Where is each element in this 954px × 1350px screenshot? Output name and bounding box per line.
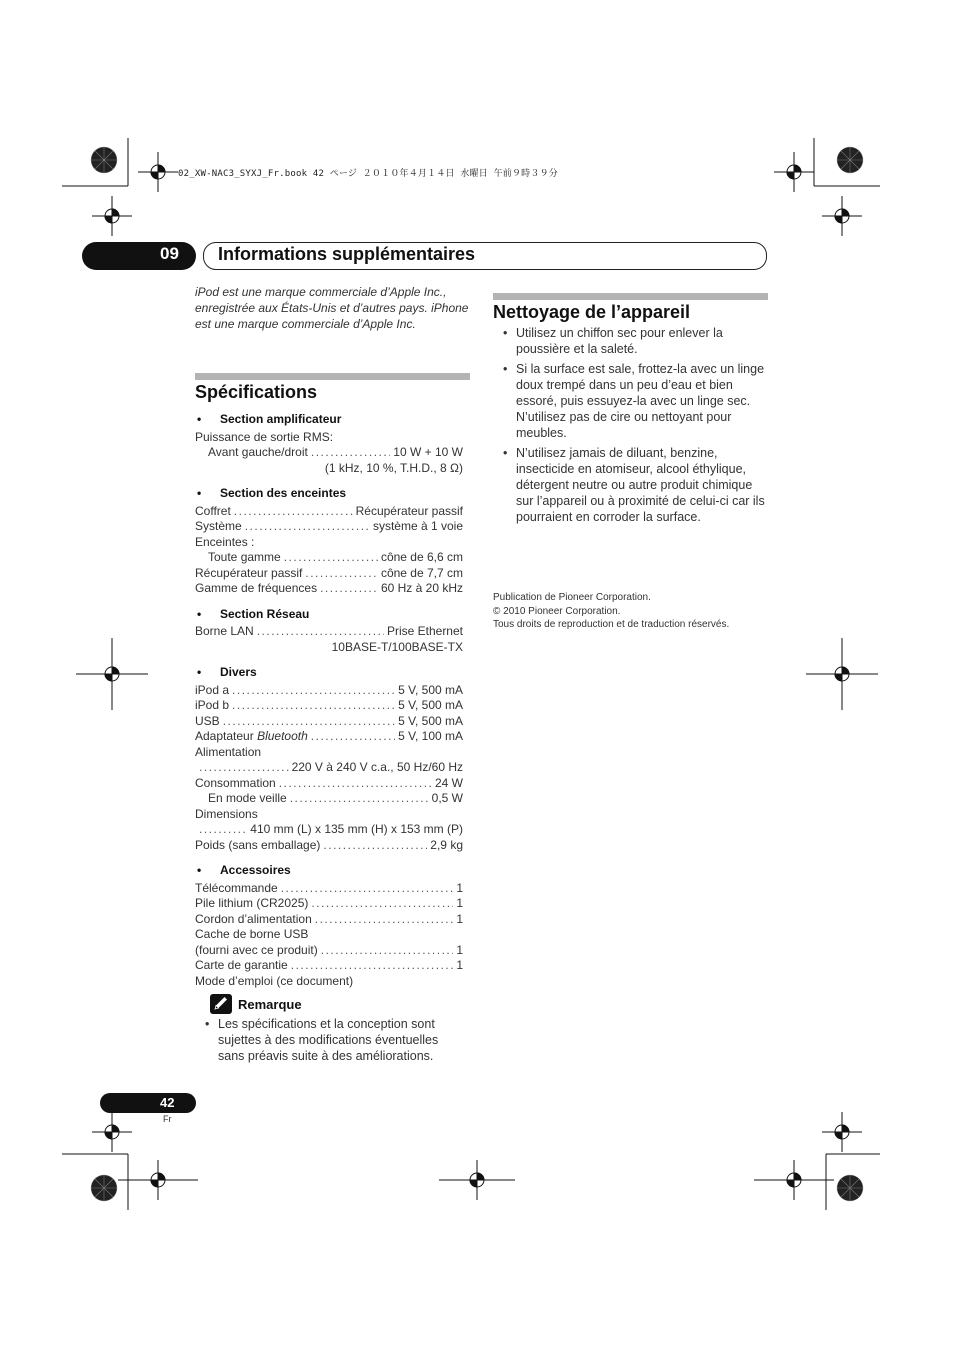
spec-row: Poids (sans emballage) ..... 2,9 kg bbox=[195, 838, 463, 854]
spec-row: Consommation ..... 24 W bbox=[195, 776, 463, 792]
note-pencil-icon bbox=[210, 994, 232, 1014]
spec-row: Borne LAN ..... Prise Ethernet bbox=[195, 624, 463, 640]
specs-heading-speakers: • Section des enceintes bbox=[197, 486, 347, 500]
cleaning-list bbox=[503, 325, 769, 529]
spec-row: USB ..... 5 V, 500 mA bbox=[195, 714, 463, 730]
spec-row: iPod b ..... 5 V, 500 mA bbox=[195, 698, 463, 714]
spec-row: En mode veille ..... 0,5 W bbox=[195, 791, 463, 807]
specs-heading-accessories: • Accessoires bbox=[197, 863, 291, 877]
spec-label: Cache de borne USB bbox=[195, 927, 309, 941]
spec-row: Toute gamme ..... cône de 6,6 cm bbox=[195, 550, 463, 566]
section-rule-specs bbox=[195, 373, 470, 380]
chapter-number: 09 bbox=[160, 244, 179, 263]
spec-row: Adaptateur Bluetooth ..... 5 V, 100 mA bbox=[195, 729, 463, 745]
spec-label: Puissance de sortie RMS: bbox=[195, 429, 334, 444]
page-language: Fr bbox=[163, 1114, 172, 1124]
note-list bbox=[205, 1016, 467, 1064]
spec-row: Télécommande ..... 1 bbox=[195, 881, 463, 897]
spec-row: ..... 410 mm (L) x 135 mm (H) x 153 mm (P) bbox=[195, 822, 463, 838]
spec-row: Cordon d’alimentation ..... 1 bbox=[195, 912, 463, 928]
spec-row: ..... 220 V à 240 V c.a., 50 Hz/60 Hz bbox=[195, 760, 463, 776]
spec-row: Gamme de fréquences ..... 60 Hz à 20 kHz bbox=[195, 581, 463, 597]
cleaning-title: Nettoyage de l’appareil bbox=[493, 302, 691, 322]
specs-heading-amp: • Section amplificateur bbox=[197, 412, 342, 426]
list-item: • N’utilisez jamais de diluant, benzine, insecticide en atomiseur, alcool éthylique, détergent neutre ou autre produit chimique sur l’appareil ou à proximité de celui-ci car ils pourraient en corroder la surface. bbox=[503, 446, 765, 524]
list-item: • Si la surface est sale, frottez-la avec un linge doux trempé dans un peu d’eau et bien essoré, puis essuyez-la avec un linge sec. N’utilisez pas de cire ou nettoyant pour meubles. bbox=[503, 362, 765, 440]
spec-condition: (1 kHz, 10 %, T.H.D., 8 Ω) bbox=[324, 460, 463, 475]
spec-value-cont: 10BASE-T/100BASE-TX bbox=[331, 639, 463, 654]
trademark-notice: iPod est une marque commerciale d’Apple Inc., enregistrée aux États-Unis et d’autres pays. iPhone est une marque commerciale d’Apple Inc. bbox=[195, 285, 469, 331]
spec-row: iPod a ..... 5 V, 500 mA bbox=[195, 683, 463, 699]
print-header: 02_XW-NAC3_SYXJ_Fr.book 42 ページ ２０１０年４月１４日 水曜日 午前９時３９分 bbox=[178, 169, 558, 179]
spec-row: (fourni avec ce produit) ..... 1 bbox=[195, 943, 463, 959]
list-item: • Utilisez un chiffon sec pour enlever la poussière et la saleté. bbox=[503, 326, 723, 356]
page-number-badge bbox=[100, 1093, 196, 1113]
chapter-title: Informations supplémentaires bbox=[218, 244, 476, 264]
spec-label: Mode d’emploi (ce document) bbox=[195, 973, 354, 988]
specs-title: Spécifications bbox=[195, 382, 318, 402]
section-rule-cleaning bbox=[493, 293, 768, 300]
spec-row: Pile lithium (CR2025) ..... 1 bbox=[195, 896, 463, 912]
list-item: • Les spécifications et la conception sont sujettes à des modifications éventuelles sans préavis suite à des améliorations. bbox=[205, 1017, 439, 1063]
spec-row: Avant gauche/droit ..... 10 W + 10 W bbox=[195, 445, 463, 461]
spec-label: Dimensions bbox=[195, 806, 258, 821]
spec-label: Alimentation bbox=[195, 744, 262, 759]
publication-notice: Publication de Pioneer Corporation. © 2010 Pioneer Corporation. Tous droits de reproduction et de traduction réservés. bbox=[493, 592, 730, 630]
specs-heading-misc: • Divers bbox=[197, 665, 257, 679]
spec-row: Carte de garantie ..... 1 bbox=[195, 958, 463, 974]
spec-row: Coffret ..... Récupérateur passif bbox=[195, 504, 463, 520]
specs-heading-network: • Section Réseau bbox=[197, 606, 310, 621]
note-title: Remarque bbox=[238, 997, 302, 1012]
spec-row: Récupérateur passif ..... cône de 7,7 cm bbox=[195, 566, 463, 582]
spec-label: Enceintes : bbox=[195, 534, 255, 549]
page-number: 42 bbox=[160, 1095, 175, 1110]
specs-list bbox=[195, 412, 463, 989]
spec-row: Système ..... système à 1 voie bbox=[195, 519, 463, 535]
